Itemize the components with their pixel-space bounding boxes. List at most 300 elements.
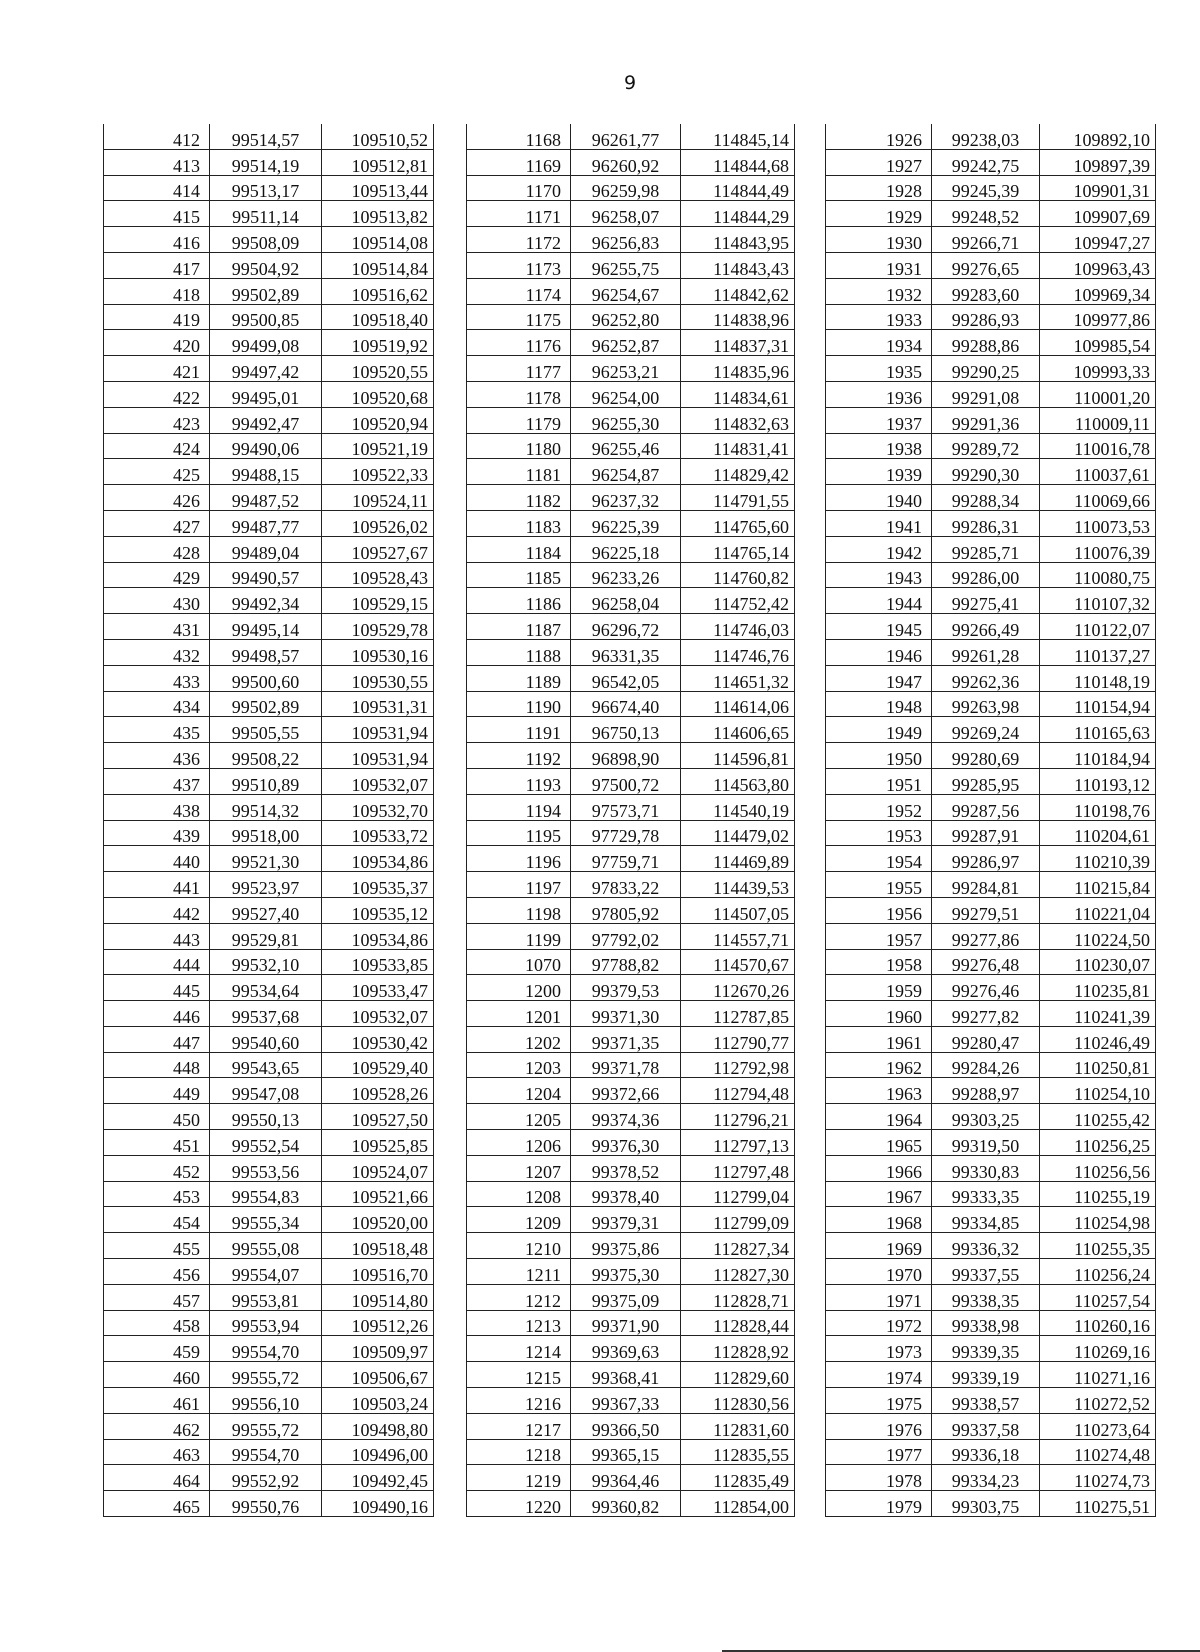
table-row: [104, 1336, 434, 1362]
x-coordinate-cell: 96258,07: [571, 201, 681, 227]
x-coordinate-cell: 96256,83: [571, 227, 681, 253]
x-coordinate-cell: 99277,86: [932, 923, 1040, 949]
table-row: [826, 1181, 1156, 1207]
x-coordinate-cell: 99552,92: [210, 1465, 322, 1491]
point-number-cell: 1931: [826, 252, 932, 278]
y-coordinate-cell: 109490,16: [322, 1491, 434, 1517]
y-coordinate-cell: 109514,84: [322, 252, 434, 278]
y-coordinate-cell: 114834,61: [681, 381, 795, 407]
y-coordinate-cell: 114563,80: [681, 768, 795, 794]
point-number-cell: 1176: [467, 330, 571, 356]
x-coordinate-cell: 99338,98: [932, 1310, 1040, 1336]
point-number-cell: 1971: [826, 1284, 932, 1310]
table-row: [467, 562, 795, 588]
point-number-cell: 1217: [467, 1413, 571, 1439]
table-row: [467, 124, 795, 149]
point-number-cell: 418: [104, 278, 210, 304]
point-number-cell: 1212: [467, 1284, 571, 1310]
y-coordinate-cell: 112787,85: [681, 1001, 795, 1027]
point-number-cell: 446: [104, 1001, 210, 1027]
y-coordinate-cell: 112829,60: [681, 1362, 795, 1388]
point-number-cell: 1192: [467, 743, 571, 769]
y-coordinate-cell: 110076,39: [1040, 536, 1156, 562]
point-number-cell: 1952: [826, 794, 932, 820]
table-row: [104, 717, 434, 743]
y-coordinate-cell: 109532,07: [322, 768, 434, 794]
y-coordinate-cell: 110009,11: [1040, 407, 1156, 433]
point-number-cell: 1976: [826, 1413, 932, 1439]
y-coordinate-cell: 109503,24: [322, 1388, 434, 1414]
y-coordinate-cell: 114746,03: [681, 614, 795, 640]
point-number-cell: 1979: [826, 1491, 932, 1517]
y-coordinate-cell: 114791,55: [681, 485, 795, 511]
x-coordinate-cell: 99504,92: [210, 252, 322, 278]
x-coordinate-cell: 99550,76: [210, 1491, 322, 1517]
point-number-cell: 1967: [826, 1181, 932, 1207]
table-row: [826, 717, 1156, 743]
x-coordinate-cell: 99540,60: [210, 1026, 322, 1052]
y-coordinate-cell: 109525,85: [322, 1130, 434, 1156]
coordinates-table-2: [466, 124, 795, 1517]
y-coordinate-cell: 109524,11: [322, 485, 434, 511]
point-number-cell: 426: [104, 485, 210, 511]
point-number-cell: 1168: [467, 124, 571, 149]
x-coordinate-cell: 96258,04: [571, 588, 681, 614]
x-coordinate-cell: 99337,55: [932, 1259, 1040, 1285]
point-number-cell: 1201: [467, 1001, 571, 1027]
x-coordinate-cell: 99376,30: [571, 1130, 681, 1156]
table-row: [826, 1104, 1156, 1130]
table-row: [104, 1233, 434, 1259]
x-coordinate-cell: 99284,81: [932, 872, 1040, 898]
table-row: [467, 201, 795, 227]
x-coordinate-cell: 99508,09: [210, 227, 322, 253]
x-coordinate-cell: 99330,83: [932, 1155, 1040, 1181]
point-number-cell: 1928: [826, 175, 932, 201]
table-row: [104, 1052, 434, 1078]
point-number-cell: 1216: [467, 1388, 571, 1414]
x-coordinate-cell: 96225,18: [571, 536, 681, 562]
x-coordinate-cell: 99514,19: [210, 149, 322, 175]
point-number-cell: 1174: [467, 278, 571, 304]
x-coordinate-cell: 99378,40: [571, 1181, 681, 1207]
y-coordinate-cell: 110275,51: [1040, 1491, 1156, 1517]
x-coordinate-cell: 96252,80: [571, 304, 681, 330]
coordinates-table-1: [103, 124, 434, 1517]
x-coordinate-cell: 99537,68: [210, 1001, 322, 1027]
table-row: [104, 124, 434, 149]
x-coordinate-cell: 99280,47: [932, 1026, 1040, 1052]
y-coordinate-cell: 110016,78: [1040, 433, 1156, 459]
table-row: [826, 278, 1156, 304]
table-row: [826, 407, 1156, 433]
table-row: [104, 794, 434, 820]
point-number-cell: 440: [104, 846, 210, 872]
table-row: [467, 1078, 795, 1104]
x-coordinate-cell: 99286,00: [932, 562, 1040, 588]
table-row: [826, 459, 1156, 485]
x-coordinate-cell: 99527,40: [210, 897, 322, 923]
point-number-cell: 1968: [826, 1207, 932, 1233]
point-number-cell: 432: [104, 639, 210, 665]
y-coordinate-cell: 109535,12: [322, 897, 434, 923]
table-row: [826, 1078, 1156, 1104]
y-coordinate-cell: 110221,04: [1040, 897, 1156, 923]
point-number-cell: 1187: [467, 614, 571, 640]
point-number-cell: 1947: [826, 665, 932, 691]
x-coordinate-cell: 99555,34: [210, 1207, 322, 1233]
x-coordinate-cell: 97788,82: [571, 949, 681, 975]
table-row: [467, 665, 795, 691]
table-row: [467, 1491, 795, 1517]
point-number-cell: 1961: [826, 1026, 932, 1052]
point-number-cell: 1954: [826, 846, 932, 872]
table-row: [104, 562, 434, 588]
x-coordinate-cell: 99290,25: [932, 356, 1040, 382]
point-number-cell: 431: [104, 614, 210, 640]
x-coordinate-cell: 99555,72: [210, 1362, 322, 1388]
point-number-cell: 412: [104, 124, 210, 149]
table-row: [104, 227, 434, 253]
point-number-cell: 417: [104, 252, 210, 278]
x-coordinate-cell: 99543,65: [210, 1052, 322, 1078]
y-coordinate-cell: 112794,48: [681, 1078, 795, 1104]
table-row: [826, 768, 1156, 794]
table-row: [826, 1026, 1156, 1052]
x-coordinate-cell: 96237,32: [571, 485, 681, 511]
point-number-cell: 1191: [467, 717, 571, 743]
table-row: [826, 1491, 1156, 1517]
table-row: [104, 201, 434, 227]
table-row: [104, 1078, 434, 1104]
table-row: [826, 1439, 1156, 1465]
y-coordinate-cell: 109513,82: [322, 201, 434, 227]
point-number-cell: 1205: [467, 1104, 571, 1130]
table-row: [826, 1155, 1156, 1181]
point-number-cell: 452: [104, 1155, 210, 1181]
point-number-cell: 1959: [826, 975, 932, 1001]
x-coordinate-cell: 99336,32: [932, 1233, 1040, 1259]
table-row: [104, 175, 434, 201]
x-coordinate-cell: 99374,36: [571, 1104, 681, 1130]
y-coordinate-cell: 109522,33: [322, 459, 434, 485]
table-row: [104, 614, 434, 640]
point-number-cell: 1179: [467, 407, 571, 433]
table-row: [467, 459, 795, 485]
y-coordinate-cell: 109513,44: [322, 175, 434, 201]
y-coordinate-cell: 109519,92: [322, 330, 434, 356]
y-coordinate-cell: 112790,77: [681, 1026, 795, 1052]
table-row: [104, 278, 434, 304]
x-coordinate-cell: 96261,77: [571, 124, 681, 149]
point-number-cell: 423: [104, 407, 210, 433]
point-number-cell: 438: [104, 794, 210, 820]
y-coordinate-cell: 109527,50: [322, 1104, 434, 1130]
x-coordinate-cell: 99288,97: [932, 1078, 1040, 1104]
table-row: [467, 639, 795, 665]
y-coordinate-cell: 109532,07: [322, 1001, 434, 1027]
y-coordinate-cell: 112835,55: [681, 1439, 795, 1465]
y-coordinate-cell: 109969,34: [1040, 278, 1156, 304]
x-coordinate-cell: 99513,17: [210, 175, 322, 201]
point-number-cell: 1211: [467, 1259, 571, 1285]
table-row: [826, 330, 1156, 356]
table-row: [826, 201, 1156, 227]
table-row: [104, 923, 434, 949]
y-coordinate-cell: 109897,39: [1040, 149, 1156, 175]
y-coordinate-cell: 112827,34: [681, 1233, 795, 1259]
x-coordinate-cell: 99266,49: [932, 614, 1040, 640]
point-number-cell: 1209: [467, 1207, 571, 1233]
y-coordinate-cell: 110080,75: [1040, 562, 1156, 588]
table-row: [467, 1310, 795, 1336]
table-row: [104, 665, 434, 691]
y-coordinate-cell: 110256,56: [1040, 1155, 1156, 1181]
table-row: [467, 149, 795, 175]
x-coordinate-cell: 99291,08: [932, 381, 1040, 407]
y-coordinate-cell: 110198,76: [1040, 794, 1156, 820]
point-number-cell: 1185: [467, 562, 571, 588]
table-row: [826, 485, 1156, 511]
y-coordinate-cell: 110255,35: [1040, 1233, 1156, 1259]
table-row: [826, 846, 1156, 872]
point-number-cell: 1957: [826, 923, 932, 949]
x-coordinate-cell: 99490,06: [210, 433, 322, 459]
table-row: [104, 149, 434, 175]
x-coordinate-cell: 99514,57: [210, 124, 322, 149]
table-row: [467, 485, 795, 511]
x-coordinate-cell: 99337,58: [932, 1413, 1040, 1439]
x-coordinate-cell: 99553,56: [210, 1155, 322, 1181]
x-coordinate-cell: 99367,33: [571, 1388, 681, 1414]
point-number-cell: 444: [104, 949, 210, 975]
x-coordinate-cell: 99285,95: [932, 768, 1040, 794]
x-coordinate-cell: 96254,00: [571, 381, 681, 407]
point-number-cell: 1194: [467, 794, 571, 820]
y-coordinate-cell: 110069,66: [1040, 485, 1156, 511]
point-number-cell: 1964: [826, 1104, 932, 1130]
x-coordinate-cell: 99554,07: [210, 1259, 322, 1285]
point-number-cell: 1955: [826, 872, 932, 898]
point-number-cell: 450: [104, 1104, 210, 1130]
point-number-cell: 434: [104, 691, 210, 717]
table-row: [467, 1052, 795, 1078]
y-coordinate-cell: 109520,00: [322, 1207, 434, 1233]
point-number-cell: 1184: [467, 536, 571, 562]
table-row: [104, 1439, 434, 1465]
table-row: [104, 1284, 434, 1310]
y-coordinate-cell: 109907,69: [1040, 201, 1156, 227]
point-number-cell: 1175: [467, 304, 571, 330]
x-coordinate-cell: 99499,08: [210, 330, 322, 356]
point-number-cell: 414: [104, 175, 210, 201]
point-number-cell: 1189: [467, 665, 571, 691]
y-coordinate-cell: 112828,44: [681, 1310, 795, 1336]
point-number-cell: 1956: [826, 897, 932, 923]
table-row: [467, 510, 795, 536]
point-number-cell: 1962: [826, 1052, 932, 1078]
x-coordinate-cell: 99364,46: [571, 1465, 681, 1491]
x-coordinate-cell: 99510,89: [210, 768, 322, 794]
x-coordinate-cell: 99248,52: [932, 201, 1040, 227]
table-row: [104, 820, 434, 846]
table-row: [826, 1362, 1156, 1388]
table-row: [467, 1233, 795, 1259]
x-coordinate-cell: 99378,52: [571, 1155, 681, 1181]
x-coordinate-cell: 99532,10: [210, 949, 322, 975]
x-coordinate-cell: 99547,08: [210, 1078, 322, 1104]
x-coordinate-cell: 99276,46: [932, 975, 1040, 1001]
y-coordinate-cell: 109520,55: [322, 356, 434, 382]
table-row: [104, 252, 434, 278]
x-coordinate-cell: 97792,02: [571, 923, 681, 949]
y-coordinate-cell: 114845,14: [681, 124, 795, 149]
x-coordinate-cell: 99263,98: [932, 691, 1040, 717]
point-number-cell: 430: [104, 588, 210, 614]
table-row: [826, 1336, 1156, 1362]
point-number-cell: 1070: [467, 949, 571, 975]
table-row: [467, 614, 795, 640]
point-number-cell: 1200: [467, 975, 571, 1001]
y-coordinate-cell: 109530,16: [322, 639, 434, 665]
y-coordinate-cell: 110107,32: [1040, 588, 1156, 614]
point-number-cell: 429: [104, 562, 210, 588]
y-coordinate-cell: 114765,60: [681, 510, 795, 536]
point-number-cell: 1974: [826, 1362, 932, 1388]
point-number-cell: 428: [104, 536, 210, 562]
x-coordinate-cell: 99286,93: [932, 304, 1040, 330]
y-coordinate-cell: 114540,19: [681, 794, 795, 820]
point-number-cell: 1929: [826, 201, 932, 227]
x-coordinate-cell: 99518,00: [210, 820, 322, 846]
y-coordinate-cell: 110255,19: [1040, 1181, 1156, 1207]
point-number-cell: 445: [104, 975, 210, 1001]
y-coordinate-cell: 109533,85: [322, 949, 434, 975]
y-coordinate-cell: 109509,97: [322, 1336, 434, 1362]
table-row: [826, 975, 1156, 1001]
y-coordinate-cell: 110137,27: [1040, 639, 1156, 665]
x-coordinate-cell: 99500,85: [210, 304, 322, 330]
point-number-cell: 1941: [826, 510, 932, 536]
table-row: [104, 536, 434, 562]
y-coordinate-cell: 114557,71: [681, 923, 795, 949]
point-number-cell: 1963: [826, 1078, 932, 1104]
x-coordinate-cell: 99514,32: [210, 794, 322, 820]
x-coordinate-cell: 99366,50: [571, 1413, 681, 1439]
x-coordinate-cell: 99369,63: [571, 1336, 681, 1362]
table-row: [104, 330, 434, 356]
table-row: [467, 356, 795, 382]
x-coordinate-cell: 99262,36: [932, 665, 1040, 691]
x-coordinate-cell: 99334,23: [932, 1465, 1040, 1491]
x-coordinate-cell: 99372,66: [571, 1078, 681, 1104]
point-number-cell: 465: [104, 1491, 210, 1517]
y-coordinate-cell: 114838,96: [681, 304, 795, 330]
y-coordinate-cell: 109529,40: [322, 1052, 434, 1078]
table-row: [467, 175, 795, 201]
table-row: [826, 536, 1156, 562]
y-coordinate-cell: 110122,07: [1040, 614, 1156, 640]
y-coordinate-cell: 110271,16: [1040, 1362, 1156, 1388]
table-row: [826, 510, 1156, 536]
point-number-cell: 437: [104, 768, 210, 794]
y-coordinate-cell: 109531,31: [322, 691, 434, 717]
y-coordinate-cell: 109518,40: [322, 304, 434, 330]
x-coordinate-cell: 99553,94: [210, 1310, 322, 1336]
y-coordinate-cell: 109528,43: [322, 562, 434, 588]
x-coordinate-cell: 99521,30: [210, 846, 322, 872]
y-coordinate-cell: 114746,76: [681, 639, 795, 665]
x-coordinate-cell: 99303,25: [932, 1104, 1040, 1130]
x-coordinate-cell: 99289,72: [932, 433, 1040, 459]
table-row: [467, 794, 795, 820]
point-number-cell: 1169: [467, 149, 571, 175]
x-coordinate-cell: 96252,87: [571, 330, 681, 356]
point-number-cell: 1193: [467, 768, 571, 794]
x-coordinate-cell: 96254,87: [571, 459, 681, 485]
point-number-cell: 1942: [826, 536, 932, 562]
x-coordinate-cell: 99502,89: [210, 691, 322, 717]
x-coordinate-cell: 99500,60: [210, 665, 322, 691]
y-coordinate-cell: 114570,67: [681, 949, 795, 975]
y-coordinate-cell: 112670,26: [681, 975, 795, 1001]
x-coordinate-cell: 99283,60: [932, 278, 1040, 304]
point-number-cell: 1203: [467, 1052, 571, 1078]
point-number-cell: 427: [104, 510, 210, 536]
point-number-cell: 413: [104, 149, 210, 175]
point-number-cell: 1171: [467, 201, 571, 227]
y-coordinate-cell: 110184,94: [1040, 743, 1156, 769]
y-coordinate-cell: 112835,49: [681, 1465, 795, 1491]
point-number-cell: 1950: [826, 743, 932, 769]
point-number-cell: 453: [104, 1181, 210, 1207]
x-coordinate-cell: 99488,15: [210, 459, 322, 485]
x-coordinate-cell: 99492,47: [210, 407, 322, 433]
table-row: [104, 975, 434, 1001]
y-coordinate-cell: 114752,42: [681, 588, 795, 614]
point-number-cell: 1215: [467, 1362, 571, 1388]
y-coordinate-cell: 110250,81: [1040, 1052, 1156, 1078]
table-row: [467, 1336, 795, 1362]
table-row: [826, 1001, 1156, 1027]
y-coordinate-cell: 109531,94: [322, 743, 434, 769]
x-coordinate-cell: 99490,57: [210, 562, 322, 588]
point-number-cell: 1953: [826, 820, 932, 846]
x-coordinate-cell: 99379,31: [571, 1207, 681, 1233]
point-number-cell: 1214: [467, 1336, 571, 1362]
point-number-cell: 1970: [826, 1259, 932, 1285]
x-coordinate-cell: 99375,86: [571, 1233, 681, 1259]
y-coordinate-cell: 112797,13: [681, 1130, 795, 1156]
table-row: [104, 872, 434, 898]
point-number-cell: 1197: [467, 872, 571, 898]
point-number-cell: 1926: [826, 124, 932, 149]
x-coordinate-cell: 96331,35: [571, 639, 681, 665]
table-row: [826, 124, 1156, 149]
x-coordinate-cell: 99284,26: [932, 1052, 1040, 1078]
y-coordinate-cell: 110256,25: [1040, 1130, 1156, 1156]
x-coordinate-cell: 96259,98: [571, 175, 681, 201]
y-coordinate-cell: 109512,26: [322, 1310, 434, 1336]
x-coordinate-cell: 99279,51: [932, 897, 1040, 923]
table-row: [467, 381, 795, 407]
point-number-cell: 1183: [467, 510, 571, 536]
point-number-cell: 1190: [467, 691, 571, 717]
y-coordinate-cell: 109532,70: [322, 794, 434, 820]
table-row: [467, 1104, 795, 1130]
point-number-cell: 462: [104, 1413, 210, 1439]
y-coordinate-cell: 110274,73: [1040, 1465, 1156, 1491]
